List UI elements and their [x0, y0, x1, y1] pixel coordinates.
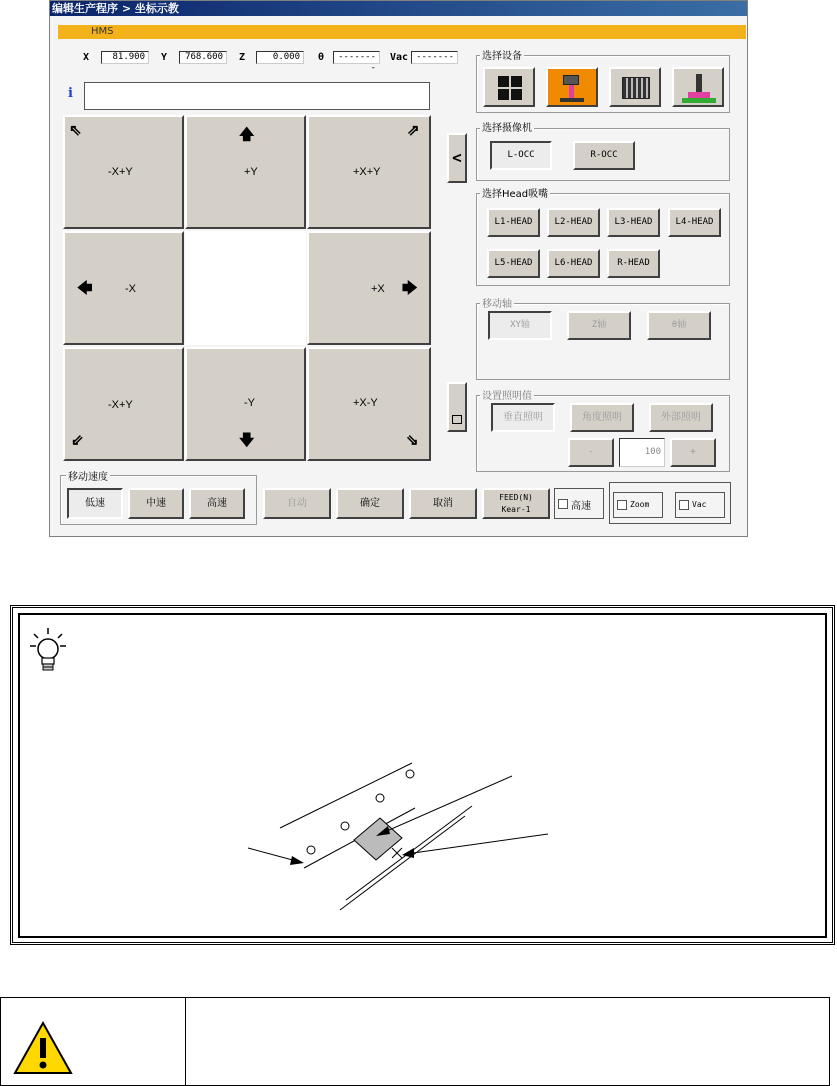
theta-label: θ	[318, 52, 325, 63]
pcb-diagram	[240, 758, 570, 918]
resize-icon	[452, 415, 462, 424]
y-value: 768.600	[179, 51, 227, 64]
high-speed-button[interactable]: 高速	[189, 488, 245, 519]
device-title: 选择设备	[480, 47, 524, 62]
cancel-button[interactable]: 取消	[409, 488, 477, 519]
lightbulb-icon	[28, 626, 68, 676]
auto-button[interactable]: 自动	[263, 488, 331, 519]
arrow-up-icon: 🡅	[239, 126, 255, 143]
l3-head-button[interactable]: L3-HEAD	[607, 208, 660, 237]
light-title: 设置照明值	[480, 387, 534, 402]
angle-light-button[interactable]: 角度照明	[570, 403, 634, 432]
jog-e-button[interactable]: +X 🡆	[307, 231, 431, 345]
camera-title: 选择摄像机	[480, 119, 534, 134]
head-title: 选择Head吸嘴	[480, 185, 550, 200]
z-value: 0.000	[256, 51, 304, 64]
jog-w-button[interactable]: 🡄 -X	[63, 231, 184, 345]
outer-light-button[interactable]: 外部照明	[649, 403, 713, 432]
jog-ne-button[interactable]: ⇗ +X+Y	[307, 115, 431, 229]
info-field	[84, 82, 430, 110]
theta-value: --------	[333, 51, 380, 64]
vertical-light-button[interactable]: 垂直照明	[491, 403, 555, 432]
jog-se-button[interactable]: +X-Y ⇘	[307, 347, 431, 461]
grid-icon	[498, 76, 509, 87]
l2-head-button[interactable]: L2-HEAD	[547, 208, 600, 237]
arrow-se-icon: ⇘	[406, 432, 419, 449]
arrow-ne-icon: ⇗	[407, 122, 420, 139]
high-speed-toggle[interactable]: 高速	[554, 488, 604, 519]
warning-icon	[12, 1020, 74, 1076]
confirm-button[interactable]: 确定	[336, 488, 404, 519]
vac-value: -------	[411, 51, 458, 64]
jog-nw-button[interactable]: ⇖ -X+Y	[63, 115, 184, 229]
l6-head-button[interactable]: L6-HEAD	[547, 249, 600, 278]
y-label: Y	[161, 52, 168, 63]
caution-divider	[185, 998, 186, 1085]
x-value: 81.900	[101, 51, 149, 64]
light-minus-button[interactable]: -	[568, 438, 614, 467]
caution-table	[0, 997, 830, 1086]
light-plus-button[interactable]: +	[670, 438, 716, 467]
z-axis-button[interactable]: Z轴	[567, 311, 631, 340]
x-label: X	[83, 52, 90, 63]
theta-axis-button[interactable]: θ轴	[647, 311, 711, 340]
r-head-button[interactable]: R-HEAD	[607, 249, 660, 278]
resize-button[interactable]	[447, 382, 467, 432]
vac-label: Vac	[390, 52, 409, 63]
device-nozzle-button[interactable]	[672, 67, 724, 107]
jog-sw-button[interactable]: -X+Y ⇙	[63, 347, 184, 461]
arrow-right-icon: 🡆	[402, 280, 418, 297]
speed-title: 移动速度	[66, 468, 110, 483]
collapse-button[interactable]: <	[447, 133, 467, 183]
vac-checkbox[interactable]	[679, 500, 689, 510]
jog-center	[185, 231, 306, 345]
l4-head-button[interactable]: L4-HEAD	[668, 208, 721, 237]
jog-s-button[interactable]: -Y 🡇	[185, 347, 306, 461]
nozzle-icon	[696, 74, 702, 92]
high-speed-checkbox[interactable]	[558, 499, 568, 509]
z-label: Z	[239, 52, 246, 63]
mid-speed-button[interactable]: 中速	[128, 488, 184, 519]
device-grid-button[interactable]	[483, 67, 535, 107]
axis-title: 移动轴	[480, 295, 514, 310]
light-value-field[interactable]: 100	[619, 438, 665, 467]
device-feeder-button[interactable]	[609, 67, 661, 107]
vac-toggle[interactable]: Vac	[675, 492, 725, 518]
device-head-button[interactable]	[546, 67, 598, 107]
arrow-nw-icon: ⇖	[69, 122, 82, 139]
window-title: 编辑生产程序 > 坐标示教	[50, 1, 747, 16]
arrow-down-icon: 🡇	[239, 432, 255, 449]
l1-head-button[interactable]: L1-HEAD	[487, 208, 540, 237]
feed-button[interactable]: FEED(N) Kear-1	[482, 488, 550, 519]
feeder-icon	[622, 77, 650, 99]
head-icon	[563, 75, 579, 85]
l5-head-button[interactable]: L5-HEAD	[487, 249, 540, 278]
xy-axis-button[interactable]: XY轴	[488, 311, 552, 340]
zoom-toggle[interactable]: Zoom	[613, 492, 663, 518]
zoom-checkbox[interactable]	[617, 500, 627, 510]
banner: HMS	[58, 25, 746, 39]
jog-n-button[interactable]: 🡅 +Y	[185, 115, 306, 229]
r-occ-button[interactable]: R-OCC	[573, 141, 635, 170]
arrow-sw-icon: ⇙	[71, 432, 84, 449]
arrow-left-icon: 🡄	[77, 280, 93, 297]
teach-window	[49, 0, 748, 537]
low-speed-button[interactable]: 低速	[67, 488, 123, 519]
info-icon: i	[68, 86, 73, 101]
l-occ-button[interactable]: L-OCC	[490, 141, 552, 170]
